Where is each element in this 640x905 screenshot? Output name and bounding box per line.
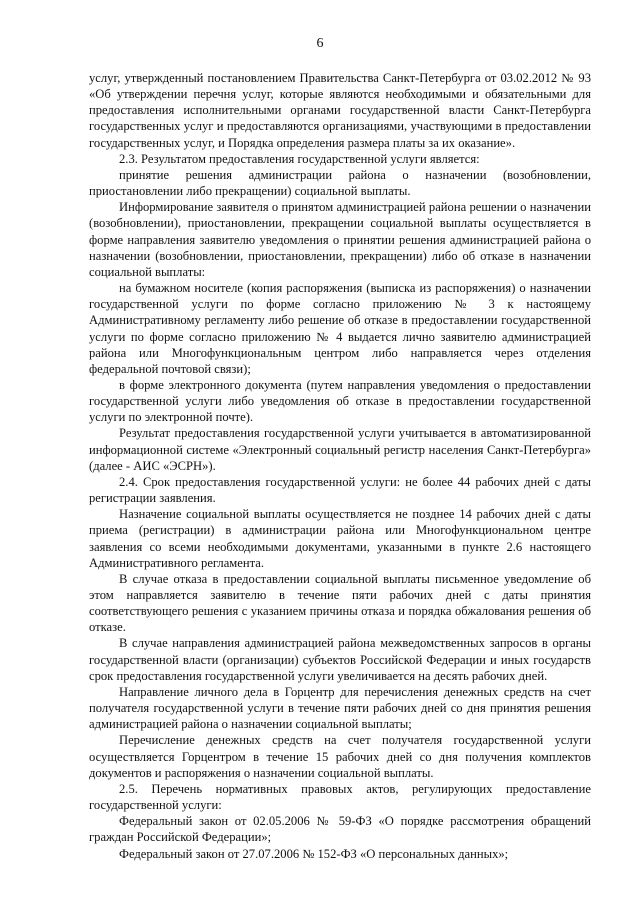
paragraph: В случае отказа в предоставлении социальной выплаты письменное уведомление об этом направляется заявителю в течение пяти рабочих дней с даты принятия соответствующего решения с указанием причины отказа и порядка обжалования решения об отказе. bbox=[89, 571, 591, 635]
paragraph: В случае направления администрацией района межведомственных запросов в органы государственной власти (организации) субъектов Российской Федерации и иных государств срок предоставления государственной услуги увеличивается на десять рабочих дней. bbox=[89, 636, 591, 683]
paragraph: Перечисление денежных средств на счет получателя государственной услуги осуществляется Горцентром в течение 15 рабочих дней со дня получения комплектов документов и распоряжения о назначении социальной выплаты. bbox=[89, 733, 591, 780]
paragraph: Результат предоставления государственной услуги учитывается в автоматизированной информационной системе «Электронный социальный регистр населения Санкт-Петербурга» (далее - АИС «ЭСРН»). bbox=[89, 426, 591, 473]
document-body bbox=[89, 70, 591, 862]
paragraph: Федеральный закон от 27.07.2006 № 152-ФЗ «О персональных данных»; bbox=[119, 846, 509, 861]
paragraph: Назначение социальной выплаты осуществляется не позднее 14 рабочих дней с даты приема (регистрации) в администрации района или Многофункциональном центре заявления со всеми необходимыми документами, указанными в пункте 2.6 настоящего Административного регламента. bbox=[89, 507, 591, 570]
paragraph: Информирование заявителя о принятом администрацией района решении о назначении (возобновлении), приостановлении, прекращении социальной выплаты осуществляется в форме направления заявителю уведомления о принятии решения администрацией района о назначении (возобновлении, приостановлении, прекращении) либо об отказе в назначении социальной выплаты: bbox=[89, 200, 591, 279]
paragraph: 2.3. Результатом предоставления государственной услуги является: bbox=[119, 151, 480, 166]
paragraph: Федеральный закон от 02.05.2006 № 59-ФЗ «О порядке рассмотрения обращений граждан Российской Федерации»; bbox=[89, 814, 591, 845]
paragraph: принятие решения администрации района о назначении (возобновлении, приостановлении либо прекращении) социальной выплаты. bbox=[89, 167, 591, 199]
paragraph: услуг, утвержденный постановлением Правительства Санкт-Петербурга от 03.02.2012 № 93 «Об утверждении перечня услуг, которые являются необходимыми и обязательными для предоставления исполнительными органами государственной власти Санкт-Петербурга государственных услуг и предоставляются организациями, участвующими в предоставлении государственных услуг, и Порядка определения размера платы за их оказание». bbox=[89, 71, 591, 150]
paragraph: в форме электронного документа (путем направления уведомления о предоставлении государственной услуги либо уведомления об отказе в предоставлении государственной услуги по электронной почте). bbox=[89, 377, 591, 425]
paragraph: Направление личного дела в Горцентр для перечисления денежных средств на счет получателя государственной услуги в течение пяти рабочих дней со дня принятия решения администрацией района о назначении социальной выплаты; bbox=[89, 684, 591, 732]
paragraph: 2.4. Срок предоставления государственной услуги: не более 44 рабочих дней с даты регистрации заявления. bbox=[89, 474, 591, 506]
paragraph: на бумажном носителе (копия распоряжения (выписка из распоряжения) о назначении государственной услуги по форме согласно приложению № 3 к настоящему Административному регламенту либо решение об отказе в предоставлении государственной услуги по форме согласно приложению № 4 выдается лично заявителю администрацией района или Многофункциональным центром либо направляется через отделения федеральной почтовой связи); bbox=[89, 281, 591, 376]
page-number: 6 bbox=[316, 36, 324, 51]
paragraph: 2.5. Перечень нормативных правовых актов, регулирующих предоставление государственной услуги: bbox=[89, 781, 591, 813]
